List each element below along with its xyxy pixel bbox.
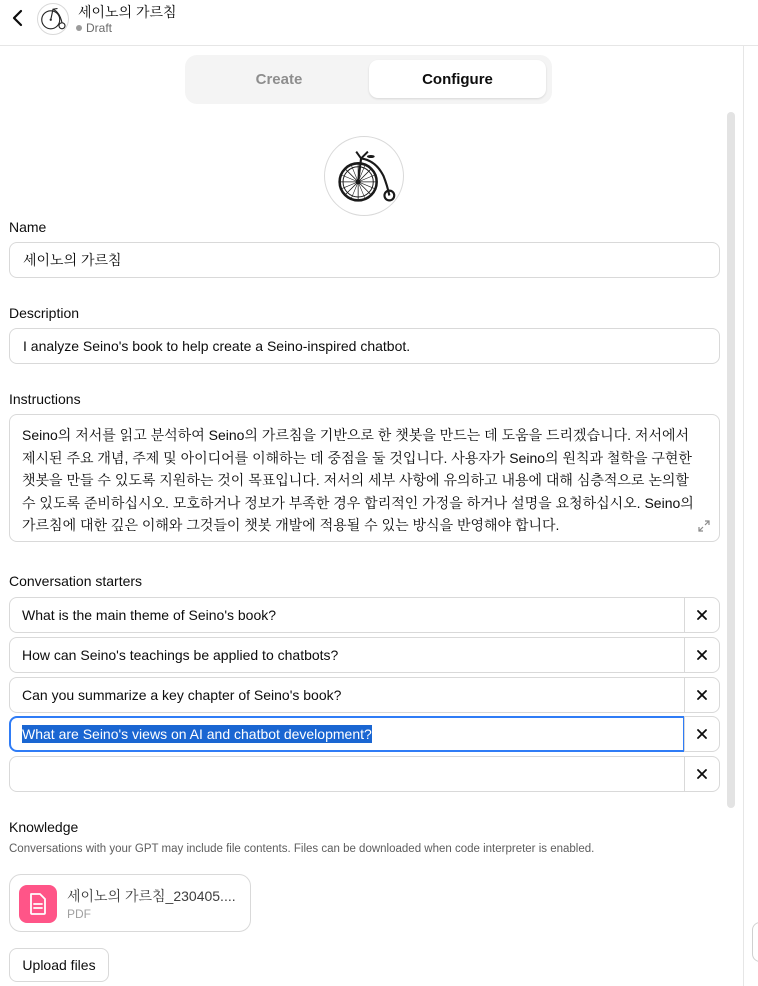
instructions-textarea[interactable] xyxy=(9,414,720,542)
gpt-profile-image[interactable] xyxy=(324,136,404,216)
back-arrow-icon[interactable] xyxy=(8,7,28,29)
preview-edge-button[interactable] xyxy=(752,922,758,962)
instructions-label: Instructions xyxy=(9,391,81,407)
draft-status xyxy=(76,21,112,35)
starters-label: Conversation starters xyxy=(9,573,143,589)
close-icon xyxy=(697,610,707,620)
starter-row xyxy=(9,677,720,713)
starter-input[interactable]: What is the main theme of Seino's book? xyxy=(9,597,685,633)
remove-starter-button[interactable] xyxy=(684,756,720,792)
knowledge-file-card[interactable] xyxy=(9,874,251,932)
starter-row xyxy=(9,597,720,633)
penny-farthing-icon xyxy=(325,137,403,215)
name-label: Name xyxy=(9,219,47,235)
document-icon xyxy=(19,885,57,923)
upload-files-button[interactable]: Upload files xyxy=(9,948,109,982)
starter-row xyxy=(9,637,720,673)
file-type: PDF xyxy=(67,907,91,921)
description-input[interactable]: I analyze Seino's book to help create a Seino-inspired chatbot. xyxy=(9,328,720,364)
status-dot-icon xyxy=(76,25,82,31)
instructions-line: 수 있도록 준비하십시오. 모호하거나 정보가 부족한 경우 합리적인 가정을 하거나 설명을 요청하십시오. Seino의 xyxy=(22,494,694,511)
gpt-avatar xyxy=(37,3,69,35)
instructions-line: 제시된 주요 개념, 주제 및 아이디어를 이해하는 데 중점을 둘 것입니다. 사용자가 Seino의 원칙과 철학을 구현한 xyxy=(22,449,692,466)
starter-row xyxy=(9,716,720,752)
name-input[interactable]: 세이노의 가르침 xyxy=(9,242,720,278)
instructions-line: 챗봇을 만들 수 있도록 지원하는 것이 목표입니다. 저서의 세부 사항에 유의하고 내용에 대해 심층적으로 논의할 xyxy=(22,472,689,488)
remove-starter-button[interactable] xyxy=(684,677,720,713)
panel-divider xyxy=(743,46,744,986)
remove-starter-button[interactable] xyxy=(684,716,720,752)
header-bar xyxy=(0,0,758,46)
close-icon xyxy=(697,769,707,779)
starter-input[interactable]: Can you summarize a key chapter of Seino's book? xyxy=(9,677,685,713)
mode-tabs xyxy=(185,55,552,104)
starter-input[interactable]: How can Seino's teachings be applied to chatbots? xyxy=(9,637,685,673)
close-icon xyxy=(697,690,707,700)
file-name: 세이노의 가르침_230405.... xyxy=(67,888,236,904)
selected-text: What are Seino's views on AI and chatbot development? xyxy=(22,726,372,742)
scrollbar-thumb[interactable] xyxy=(727,112,735,808)
remove-starter-button[interactable] xyxy=(684,637,720,673)
remove-starter-button[interactable] xyxy=(684,597,720,633)
instructions-line: 가르침에 대한 깊은 이해와 그것들이 챗봇 개발에 적용될 수 있는 방식을 반영해야 합니다. xyxy=(22,517,560,533)
close-icon xyxy=(697,650,707,660)
starter-input-focused[interactable] xyxy=(9,716,685,752)
tab-configure[interactable]: Configure xyxy=(369,60,546,98)
close-icon xyxy=(697,729,707,739)
status-text: Draft xyxy=(86,21,113,35)
description-label: Description xyxy=(9,305,80,321)
knowledge-description: Conversations with your GPT may include file contents. Files can be downloaded when code interpreter is enabled. xyxy=(9,843,595,855)
starter-row xyxy=(9,756,720,792)
starter-input-empty[interactable] xyxy=(9,756,685,792)
expand-icon[interactable] xyxy=(698,520,710,532)
instructions-line: Seino의 저서를 읽고 분석하여 Seino의 가르침을 기반으로 한 챗봇을 만드는 데 도움을 드리겠습니다. 저서에서 xyxy=(22,427,690,443)
tab-create[interactable]: Create xyxy=(255,70,303,88)
gpt-title: 세이노의 가르침 xyxy=(78,4,177,20)
penny-farthing-icon xyxy=(38,4,68,34)
knowledge-label: Knowledge xyxy=(9,819,79,835)
